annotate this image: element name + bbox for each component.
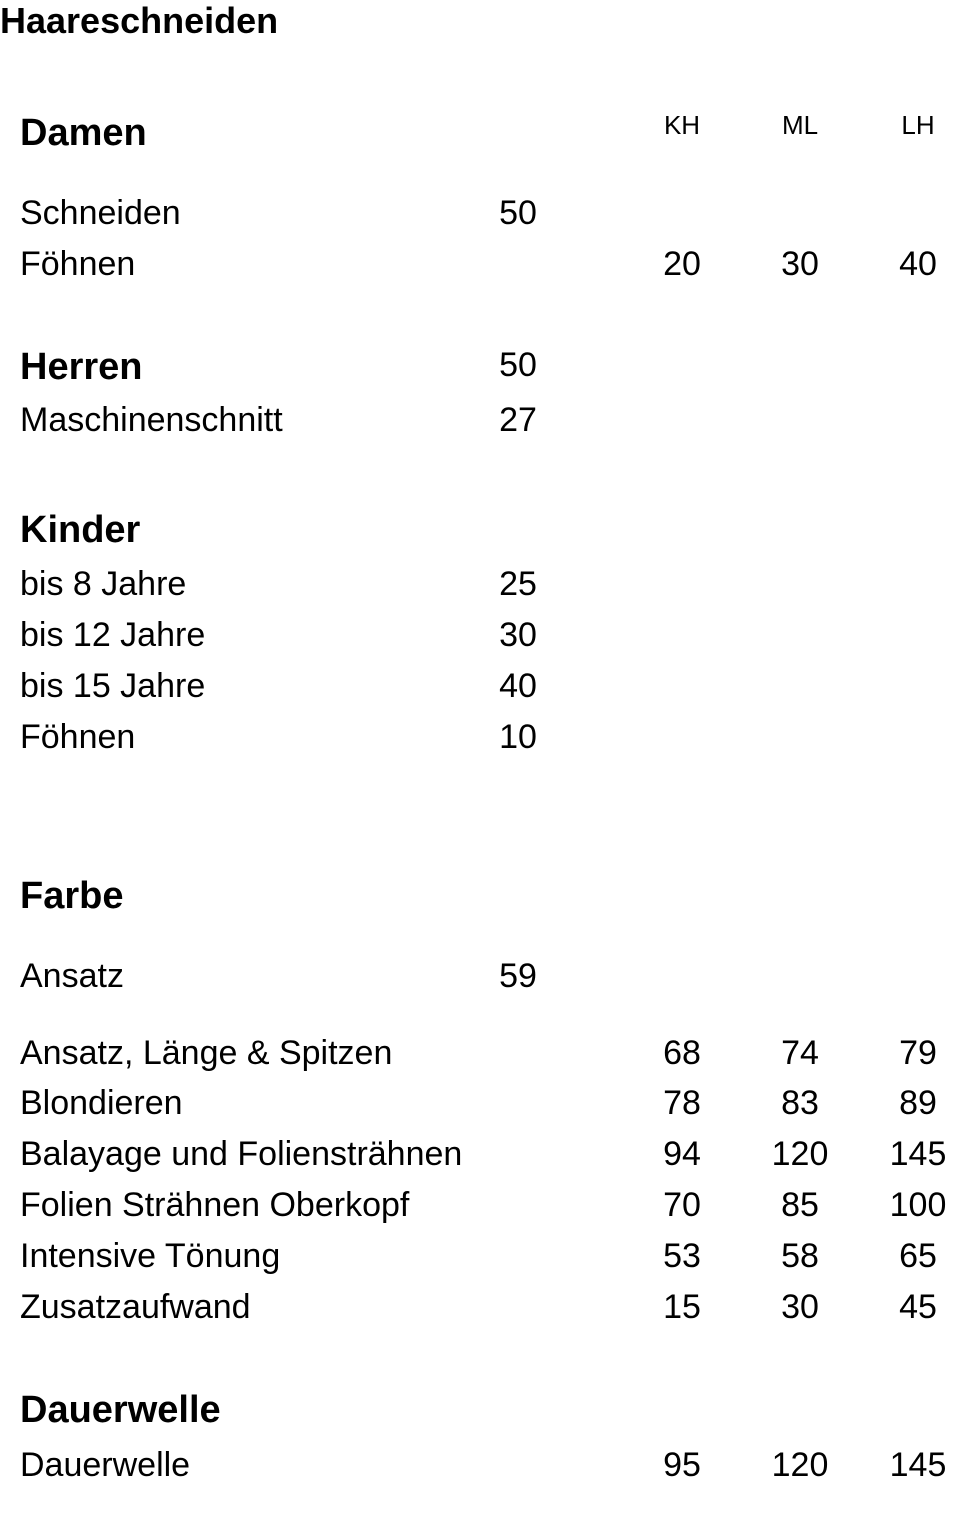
item-price-kh: 95	[663, 1446, 701, 1484]
item-price-lh: 40	[899, 245, 937, 283]
item-price-ml: 120	[771, 1446, 829, 1484]
item-price-ml: 83	[781, 1084, 819, 1122]
page-title: Haareschneiden	[0, 0, 279, 41]
item-price-lh: 100	[889, 1186, 947, 1224]
item-price-kh: 70	[663, 1186, 701, 1224]
section-heading-dauerwelle: Dauerwelle	[20, 1389, 221, 1431]
column-header-lh: LH	[901, 110, 935, 140]
item-label: Balayage und Foliensträhnen	[20, 1135, 463, 1173]
item-label: Schneiden	[20, 194, 181, 232]
item-price: 30	[499, 616, 537, 654]
item-label: Intensive Tönung	[20, 1237, 281, 1275]
item-price: 59	[499, 957, 537, 995]
item-label: Ansatz	[20, 957, 124, 995]
item-label: Maschinenschnitt	[20, 401, 283, 439]
item-price: 50	[499, 194, 537, 232]
item-price: 25	[499, 565, 537, 603]
item-price-kh: 53	[663, 1237, 701, 1275]
item-price-ml: 74	[781, 1034, 819, 1072]
section-price-herren: 50	[499, 346, 537, 384]
item-price-ml: 120	[771, 1135, 829, 1173]
section-heading-herren: Herren	[20, 346, 143, 388]
item-price-ml: 30	[781, 1288, 819, 1326]
item-label: Folien Strähnen Oberkopf	[20, 1186, 410, 1224]
item-price-lh: 145	[889, 1135, 947, 1173]
item-price-kh: 78	[663, 1084, 701, 1122]
item-price-kh: 15	[663, 1288, 701, 1326]
item-price-kh: 68	[663, 1034, 701, 1072]
item-label: Dauerwelle	[20, 1446, 191, 1484]
item-price-lh: 79	[899, 1034, 937, 1072]
item-label: Föhnen	[20, 245, 136, 283]
item-price-lh: 65	[899, 1237, 937, 1275]
item-price: 27	[499, 401, 537, 439]
item-price-ml: 85	[781, 1186, 819, 1224]
item-price: 10	[499, 718, 537, 756]
item-price-kh: 20	[663, 245, 701, 283]
section-heading-damen: Damen	[20, 112, 147, 154]
item-price: 40	[499, 667, 537, 705]
item-label: Föhnen	[20, 718, 136, 756]
item-price-lh: 89	[899, 1084, 937, 1122]
item-price-lh: 145	[889, 1446, 947, 1484]
item-label: bis 8 Jahre	[20, 565, 187, 603]
item-label: bis 12 Jahre	[20, 616, 206, 654]
column-header-ml: ML	[781, 110, 819, 140]
item-label: Zusatzaufwand	[20, 1288, 251, 1326]
item-price-ml: 58	[781, 1237, 819, 1275]
section-heading-kinder: Kinder	[20, 509, 141, 551]
item-label: bis 15 Jahre	[20, 667, 206, 705]
item-label: Blondieren	[20, 1084, 183, 1122]
item-price-ml: 30	[781, 245, 819, 283]
section-heading-farbe: Farbe	[20, 875, 124, 917]
item-label: Ansatz, Länge & Spitzen	[20, 1034, 393, 1072]
item-price-kh: 94	[663, 1135, 701, 1173]
item-price-lh: 45	[899, 1288, 937, 1326]
column-header-kh: KH	[663, 110, 701, 140]
